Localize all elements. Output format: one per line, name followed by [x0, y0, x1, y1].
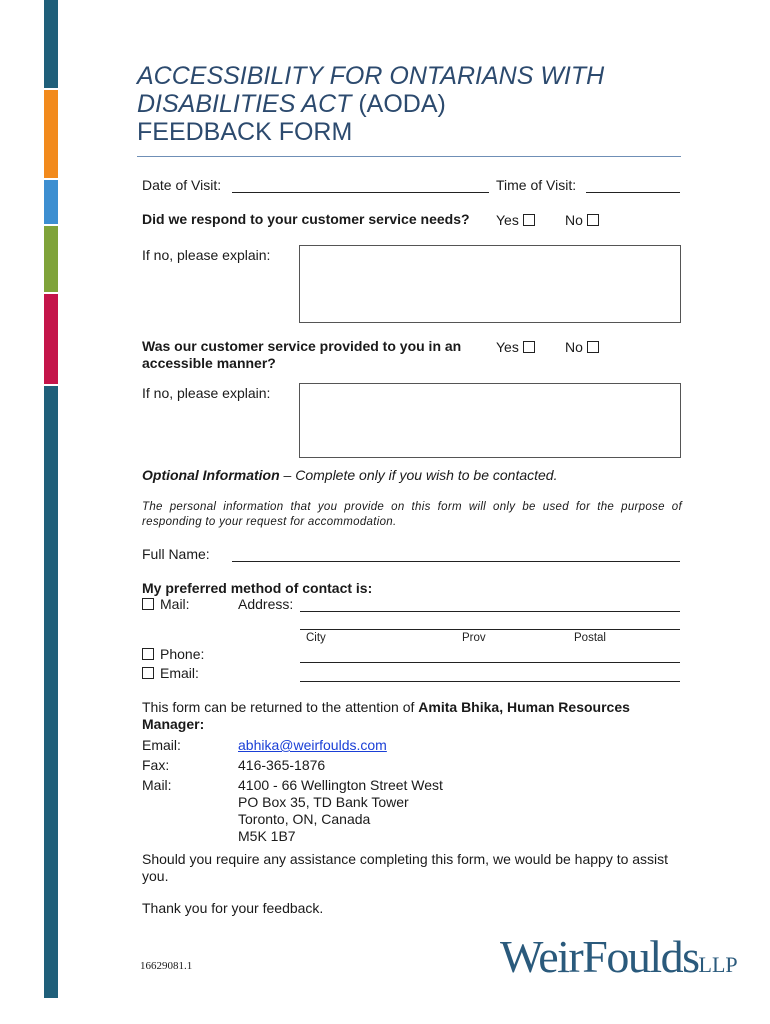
prov-label: Prov — [462, 632, 486, 644]
q2-question: Was our customer service provided to you in an accessible manner? — [142, 338, 462, 371]
q1-no-option[interactable]: No — [565, 212, 599, 229]
title-line-3: FEEDBACK FORM — [137, 118, 353, 146]
q2-no-option[interactable]: No — [565, 339, 599, 356]
return-fax-value: 416-365-1876 — [238, 757, 326, 773]
side-bar-orange — [44, 90, 58, 178]
mail-option[interactable]: Mail: — [142, 596, 190, 613]
time-of-visit-label: Time of Visit: — [496, 177, 577, 193]
city-label: City — [306, 632, 326, 644]
title-divider — [137, 156, 681, 157]
q1-yes-option[interactable]: Yes — [496, 212, 535, 229]
return-instructions: This form can be returned to the attention of Amita Bhika, Human Resources Manager: — [142, 699, 630, 732]
phone-field[interactable] — [300, 662, 680, 663]
q2-yes-option[interactable]: Yes — [496, 339, 535, 356]
side-bar-blue — [44, 180, 58, 224]
thanks-note: Thank you for your feedback. — [142, 900, 324, 916]
side-bar-green — [44, 226, 58, 292]
date-of-visit-label: Date of Visit: — [142, 177, 222, 193]
side-bar-teal-top — [44, 0, 58, 88]
address-field[interactable] — [300, 611, 680, 612]
return-mail-address: 4100 - 66 Wellington Street West PO Box 35, TD Bank Tower Toronto, ON, Canada M5K 1B7 — [238, 777, 443, 844]
q1-explain-label: If no, please explain: — [142, 247, 271, 263]
q1-yes-checkbox[interactable] — [523, 214, 535, 226]
full-name-field[interactable] — [232, 561, 680, 562]
q2-explain-textarea[interactable] — [299, 383, 681, 458]
time-of-visit-field[interactable] — [586, 192, 680, 193]
privacy-notice: The personal information that you provide on this form will only be used for the purpose of responding to your request for accommodation. — [142, 501, 682, 528]
contact-method-heading: My preferred method of contact is: — [142, 580, 373, 596]
form-title — [137, 62, 697, 146]
phone-checkbox[interactable] — [142, 648, 154, 660]
q2-yes-checkbox[interactable] — [523, 341, 535, 353]
q2-no-checkbox[interactable] — [587, 341, 599, 353]
return-mail-label: Mail: — [142, 777, 172, 793]
optional-info-heading: Optional Information – Complete only if you wish to be contacted. — [142, 467, 558, 483]
full-name-label: Full Name: — [142, 546, 210, 562]
return-email-link[interactable]: abhika@weirfoulds.com — [238, 737, 387, 753]
city-prov-postal-field[interactable] — [300, 629, 680, 630]
q1-no-checkbox[interactable] — [587, 214, 599, 226]
q1-explain-textarea[interactable] — [299, 245, 681, 323]
email-checkbox[interactable] — [142, 667, 154, 679]
q1-question: Did we respond to your customer service needs? — [142, 211, 470, 227]
assistance-note: Should you require any assistance completing this form, we would be happy to assist you. — [142, 851, 669, 884]
return-email-label: Email: — [142, 737, 181, 753]
title-line-1: ACCESSIBILITY FOR ONTARIANS WITH — [137, 62, 605, 90]
weirfoulds-logo: WeirFouldsLLP — [500, 931, 738, 982]
email-field[interactable] — [300, 681, 680, 682]
side-bar-crimson — [44, 294, 58, 384]
document-number: 16629081.1 — [140, 960, 193, 972]
postal-label: Postal — [574, 632, 606, 644]
phone-option[interactable]: Phone: — [142, 646, 204, 663]
address-label: Address: — [238, 596, 294, 612]
return-fax-label: Fax: — [142, 757, 170, 773]
date-of-visit-field[interactable] — [232, 192, 489, 193]
q2-explain-label: If no, please explain: — [142, 385, 271, 401]
mail-checkbox[interactable] — [142, 598, 154, 610]
email-option[interactable]: Email: — [142, 665, 199, 682]
title-line-2: DISABILITIES ACT (AODA) — [137, 90, 446, 118]
side-bar-teal-bottom — [44, 386, 58, 998]
